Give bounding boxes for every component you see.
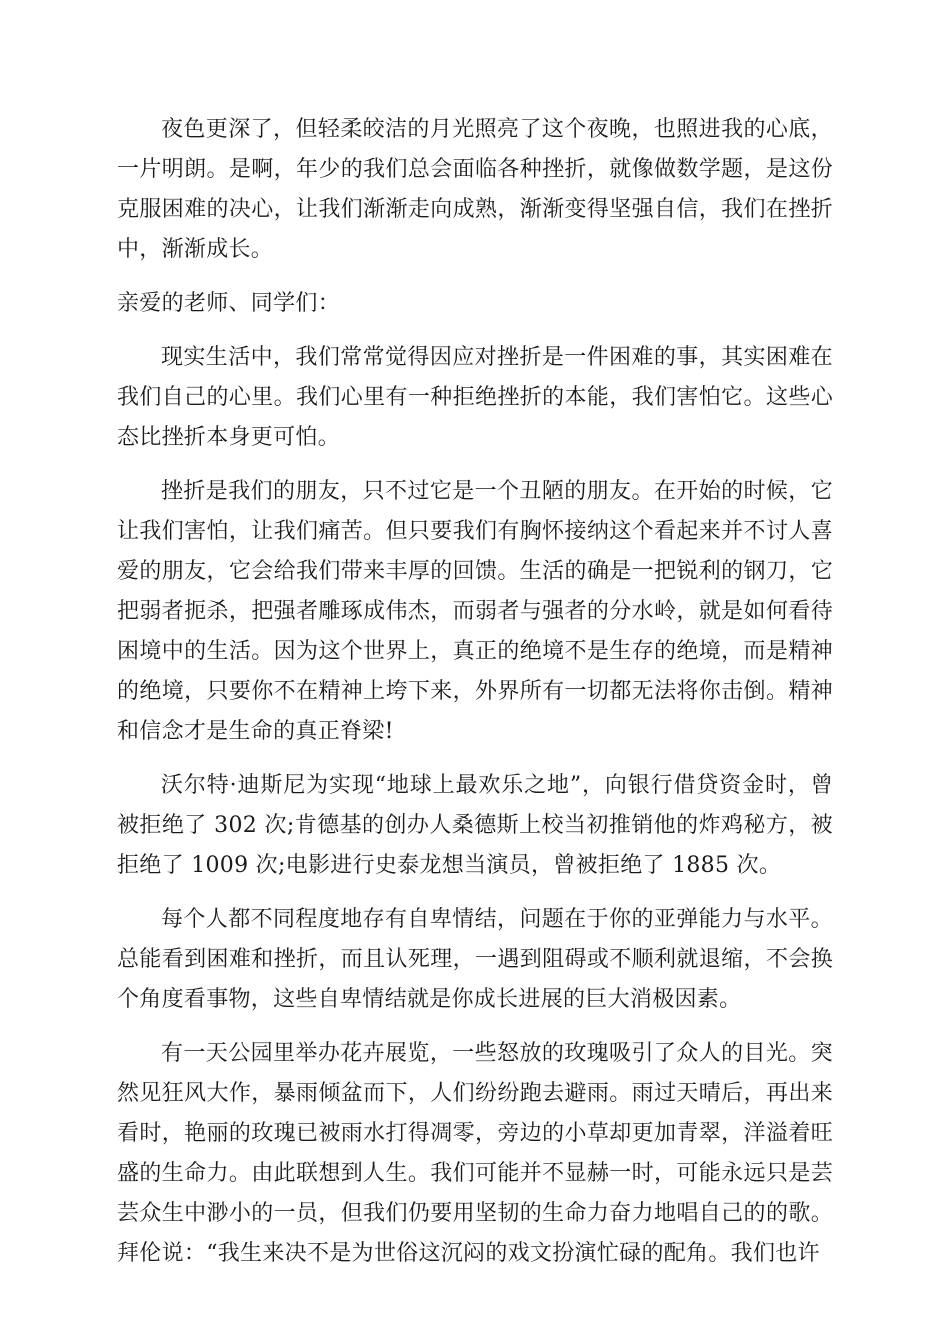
paragraph-roses: 有一天公园里举办花卉展览，一些怒放的玫瑰吸引了众人的目光。突然见狂风大作，暴雨倾盆而下，人们纷纷跑去避雨。雨过天晴后，再出来看时，艳丽的玫瑰已被雨水打得凋零，旁边的小草却更加青翠，洋溢着旺盛的生命力。由此联想到人生。我们可能并不显赫一时，可能永远只是芸芸众生中渺小的一员，但我们仍要用坚韧的生命力奋力地唱自己的的歌。拜伦说：“我生来决不是为世俗这沉闷的戏文扮演忙碌的配角。我们也许 (117, 1041, 833, 1266)
document-page (117, 110, 833, 1274)
paragraph-spacer (117, 886, 833, 900)
paragraph-spacer (117, 458, 833, 472)
salutation: 亲爱的老师、同学们： (117, 291, 341, 316)
paragraph-spacer (117, 324, 833, 338)
paragraph-moonlight: 夜色更深了，但轻柔皎洁的月光照亮了这个夜晚，也照进我的心底，一片明朗。是啊，年少的我们总会面临各种挫折，就像做数学题，是这份克服困难的决心，让我们渐渐走向成熟，渐渐变得坚强自信，我们在挫折中，渐渐成长。 (117, 117, 833, 262)
paragraph-rejections: 沃尔特·迪斯尼为实现“地球上最欢乐之地”，向银行借贷资金时，曾被拒绝了 302 次;肯德基的创办人桑德斯上校当初推销他的炸鸡秘方，被拒绝了 1009 次;电影进行史泰龙想当演员，曾被拒绝了 1885 次。 (117, 773, 833, 878)
paragraph-friend: 挫折是我们的朋友，只不过它是一个丑陋的朋友。在开始的时候，它让我们害怕，让我们痛苦。但只要我们有胸怀接纳这个看起来并不讨人喜爱的朋友，它会给我们带来丰厚的回馈。生活的确是一把锐利的钢刀，它把弱者扼杀，把强者雕琢成伟杰，而弱者与强者的分水岭，就是如何看待困境中的生活。因为这个世界上，真正的绝境不是生存的绝境，而是精神的绝境，只要你不在精神上垮下来，外界所有一切都无法将你击倒。精神和信念才是生命的真正脊梁! (117, 479, 833, 744)
paragraph-inferiority: 每个人都不同程度地存有自卑情结，问题在于你的亚弹能力与水平。总能看到困难和挫折，而且认死理，一遇到阻碍或不顺利就退缩，不会换个角度看事物，这些自卑情结就是你成长进展的巨大消极因素。 (117, 907, 833, 1012)
paragraph-spacer (117, 1020, 833, 1034)
paragraph-spacer (117, 270, 833, 284)
paragraph-spacer (117, 752, 833, 766)
paragraph-reality: 现实生活中，我们常常觉得因应对挫折是一件困难的事，其实困难在我们自己的心里。我们心里有一种拒绝挫折的本能，我们害怕它。这些心态比挫折本身更可怕。 (117, 345, 833, 450)
